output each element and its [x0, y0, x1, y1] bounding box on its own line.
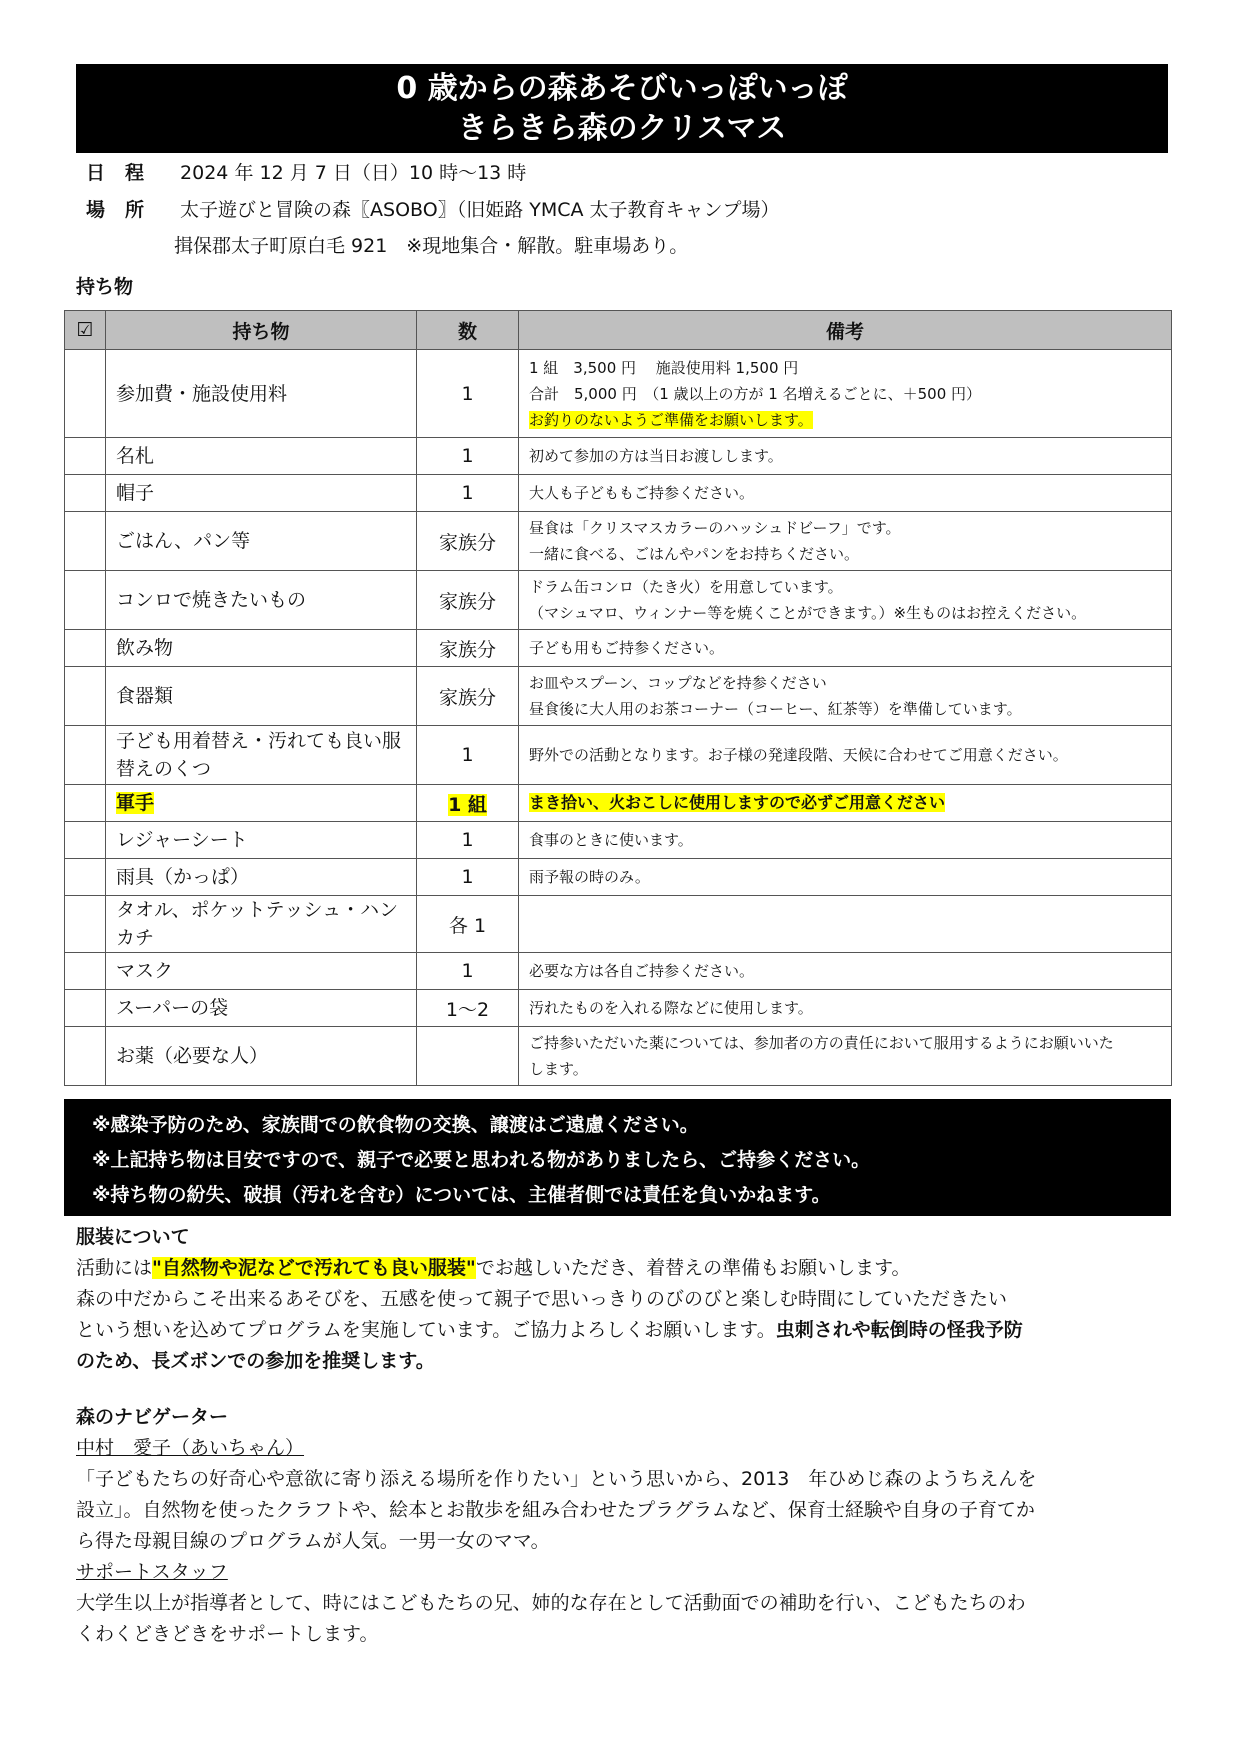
- row-checkbox[interactable]: [65, 990, 106, 1027]
- item-qty: 家族分: [417, 571, 519, 630]
- row-checkbox[interactable]: [65, 785, 106, 822]
- clothing-line-1: [76, 1253, 1176, 1284]
- item-note: [519, 350, 1172, 438]
- item-note: [519, 630, 1172, 667]
- navigator-heading: 森のナビゲーター: [76, 1406, 229, 1428]
- item-qty: [417, 785, 519, 822]
- table-row: [65, 990, 1172, 1027]
- row-checkbox[interactable]: [65, 512, 106, 571]
- notice-box: [64, 1099, 1171, 1216]
- place-label: 場所: [86, 199, 165, 221]
- table-header-row: [65, 311, 1172, 350]
- place-value-2: 揖保郡太子町原白毛 921 ※現地集合・解散。駐車場あり。: [174, 235, 689, 257]
- clothing-text: 活動には: [76, 1257, 153, 1279]
- item-name: レジャーシート: [106, 822, 417, 859]
- note-highlight: まき拾い、火おこしに使用しますので必ずご用意ください: [529, 793, 946, 812]
- row-checkbox[interactable]: [65, 726, 106, 785]
- navigator-bio: 設立」。自然物を使ったクラフトや、絵本とお散歩を組み合わせたプラグラムなど、保育士経験や自身の子育てか: [76, 1499, 1035, 1521]
- item-name: マスク: [106, 953, 417, 990]
- table-row: [65, 438, 1172, 475]
- item-note: [519, 1027, 1172, 1086]
- row-checkbox[interactable]: [65, 953, 106, 990]
- item-name: 雨具（かっぱ）: [106, 859, 417, 896]
- item-note: [519, 953, 1172, 990]
- note-line: 大人も子どももご持参ください。: [529, 484, 755, 502]
- clothing-line-4: のため、長ズボンでの参加を推奨します。: [76, 1350, 435, 1372]
- date-value: 2024 年 12 月 7 日（日）10 時～13 時: [180, 162, 527, 184]
- row-checkbox[interactable]: [65, 859, 106, 896]
- row-checkbox[interactable]: [65, 571, 106, 630]
- item-qty: 1: [417, 350, 519, 438]
- note-header: 備考: [519, 311, 1172, 350]
- clothing-section: [76, 1222, 1176, 1377]
- place-row: [86, 197, 780, 223]
- item-note: [519, 785, 1172, 822]
- item-note: [519, 822, 1172, 859]
- clothing-heading: 服装について: [76, 1226, 190, 1248]
- navigator-name: 中村 愛子（あいちゃん）: [76, 1437, 305, 1459]
- item-name: お薬（必要な人）: [106, 1027, 417, 1086]
- table-row: [65, 726, 1172, 785]
- table-row: [65, 1027, 1172, 1086]
- item-qty: 1: [417, 953, 519, 990]
- row-checkbox[interactable]: [65, 1027, 106, 1086]
- item-name: 食器類: [106, 667, 417, 726]
- table-row: [65, 859, 1172, 896]
- table-row: [65, 475, 1172, 512]
- title-banner: [76, 64, 1168, 153]
- item-qty: 1: [417, 438, 519, 475]
- item-qty: 各 1: [417, 896, 519, 953]
- row-checkbox[interactable]: [65, 822, 106, 859]
- clothing-highlight: "自然物や泥などで汚れても良い服装": [152, 1257, 476, 1279]
- qty-header: 数: [417, 311, 519, 350]
- note-line: します。: [529, 1060, 588, 1078]
- item-header: 持ち物: [106, 311, 417, 350]
- table-row: [65, 785, 1172, 822]
- note-line: 食事のときに使います。: [529, 831, 693, 849]
- row-checkbox[interactable]: [65, 438, 106, 475]
- place-row-2: [174, 233, 688, 259]
- note-line: 野外での活動となります。お子様の発達段階、天候に合わせてご用意ください。: [529, 746, 1068, 764]
- clothing-line-2: 森の中だからこそ出来るあそびを、五感を使って親子で思いっきりのびのびと楽しむ時間にしていただきたい: [76, 1288, 1008, 1310]
- clothing-line-3: [76, 1315, 1176, 1346]
- table-row: [65, 350, 1172, 438]
- item-name: タオル、ポケットテッシュ・ハンカチ: [106, 896, 417, 953]
- table-row: [65, 512, 1172, 571]
- notice-line: ※持ち物の紛失、破損（汚れを含む）については、主催者側では責任を負いかねます。: [92, 1184, 831, 1206]
- item-name-line: 替えのくつ: [116, 758, 212, 780]
- note-line: 合計 5,000 円 （1 歳以上の方が 1 名増えるごとに、＋500 円）: [529, 384, 982, 403]
- date-label: 日程: [86, 162, 165, 184]
- item-name: 飲み物: [106, 630, 417, 667]
- item-note: [519, 571, 1172, 630]
- clothing-text: でお越しいただき、着替えの準備もお願いします。: [475, 1257, 911, 1279]
- place-value: 太子遊びと冒険の森〖ASOBO〗（旧姫路 YMCA 太子教育キャンプ場）: [180, 199, 780, 221]
- note-line: 子ども用もご持参ください。: [529, 639, 725, 657]
- note-line: ご持参いただいた薬については、参加者の方の責任において服用するようにお願いいた: [529, 1034, 1114, 1052]
- item-qty: 1: [417, 726, 519, 785]
- item-note: [519, 475, 1172, 512]
- notice-line: ※上記持ち物は目安ですので、親子で必要と思われる物がありましたら、ご持参ください。: [92, 1149, 871, 1171]
- row-checkbox[interactable]: [65, 475, 106, 512]
- item-note: [519, 990, 1172, 1027]
- note-line: 一緒に食べる、ごはんやパンをお持ちください。: [529, 545, 860, 563]
- item-qty: 1: [417, 822, 519, 859]
- table-row: [65, 667, 1172, 726]
- item-qty-highlight: 1 組: [448, 793, 487, 816]
- item-qty: [417, 1027, 519, 1086]
- note-line: 初めて参加の方は当日お渡しします。: [529, 447, 783, 465]
- note-highlight: お釣りのないようご準備をお願いします。: [529, 410, 813, 429]
- staff-text: くわくどきどきをサポートします。: [76, 1623, 379, 1645]
- item-note: [519, 438, 1172, 475]
- note-line: 昼食後に大人用のお茶コーナー（コーヒー、紅茶等）を準備しています。: [529, 700, 1022, 718]
- belongings-table: [64, 310, 1172, 1086]
- navigator-bio: ら得た母親目線のプログラムが人気。一男一女のママ。: [76, 1530, 550, 1552]
- item-note: [519, 667, 1172, 726]
- item-name: 参加費・施設使用料: [106, 350, 417, 438]
- item-qty: 家族分: [417, 630, 519, 667]
- note-line: 昼食は「クリスマスカラーのハッシュドビーフ」です。: [529, 519, 901, 537]
- item-name-highlight: 軍手: [116, 792, 155, 814]
- table-row: [65, 953, 1172, 990]
- note-line: お皿やスプーン、コップなどを持参ください: [529, 674, 827, 692]
- note-line: 雨予報の時のみ。: [529, 868, 650, 886]
- row-checkbox[interactable]: [65, 667, 106, 726]
- item-name: スーパーの袋: [106, 990, 417, 1027]
- title-line-1: 0 歳からの森あそびいっぽいっぽ: [396, 71, 848, 106]
- item-name: ごはん、パン等: [106, 512, 417, 571]
- item-name: コンロで焼きたいもの: [106, 571, 417, 630]
- staff-text: 大学生以上が指導者として、時にはこどもたちの兄、姉的な存在として活動面での補助を行い、こどもたちのわ: [76, 1592, 1026, 1614]
- row-checkbox[interactable]: [65, 350, 106, 438]
- note-line: ドラム缶コンロ（たき火）を用意しています。: [529, 578, 843, 596]
- note-line: 1 組 3,500 円 施設使用料 1,500 円: [529, 358, 799, 377]
- item-qty: 家族分: [417, 667, 519, 726]
- item-qty: 家族分: [417, 512, 519, 571]
- clothing-text: という想いを込めてプログラムを実施しています。ご協力よろしくお願いします。: [76, 1319, 776, 1341]
- item-note: [519, 726, 1172, 785]
- date-row: [86, 160, 526, 186]
- row-checkbox[interactable]: [65, 630, 106, 667]
- note-line: 汚れたものを入れる際などに使用します。: [529, 999, 813, 1017]
- belongings-heading: 持ち物: [76, 276, 134, 298]
- navigator-bio: 「子どもたちの好奇心や意欲に寄り添える場所を作りたい」という思いから、2013 年ひめじ森のようちえんを: [76, 1468, 1037, 1490]
- item-qty: 1～2: [417, 990, 519, 1027]
- title-line-2: きらきら森のクリスマス: [457, 111, 787, 146]
- item-note: [519, 512, 1172, 571]
- table-row: [65, 630, 1172, 667]
- row-checkbox[interactable]: [65, 896, 106, 953]
- item-note: [519, 896, 1172, 953]
- notice-line: ※感染予防のため、家族間での飲食物の交換、譲渡はご遠慮ください。: [92, 1114, 699, 1136]
- navigator-section: [76, 1402, 1176, 1650]
- item-qty: 1: [417, 859, 519, 896]
- item-name: 帽子: [106, 475, 417, 512]
- item-name: [106, 726, 417, 785]
- clothing-bold: 虫刺されや転倒時の怪我予防: [775, 1319, 1023, 1341]
- item-note: [519, 859, 1172, 896]
- note-line: 必要な方は各自ご持参ください。: [529, 962, 755, 980]
- check-header: ☑: [65, 311, 106, 350]
- staff-heading: サポートスタッフ: [76, 1561, 228, 1583]
- item-name-line: 子ども用着替え・汚れても良い服: [116, 730, 402, 752]
- item-name: [106, 785, 417, 822]
- item-qty: 1: [417, 475, 519, 512]
- table-row: [65, 896, 1172, 953]
- item-name: 名札: [106, 438, 417, 475]
- table-row: [65, 822, 1172, 859]
- note-line: （マシュマロ、ウィンナー等を焼くことができます。）※生ものはお控えください。: [529, 604, 1087, 622]
- table-row: [65, 571, 1172, 630]
